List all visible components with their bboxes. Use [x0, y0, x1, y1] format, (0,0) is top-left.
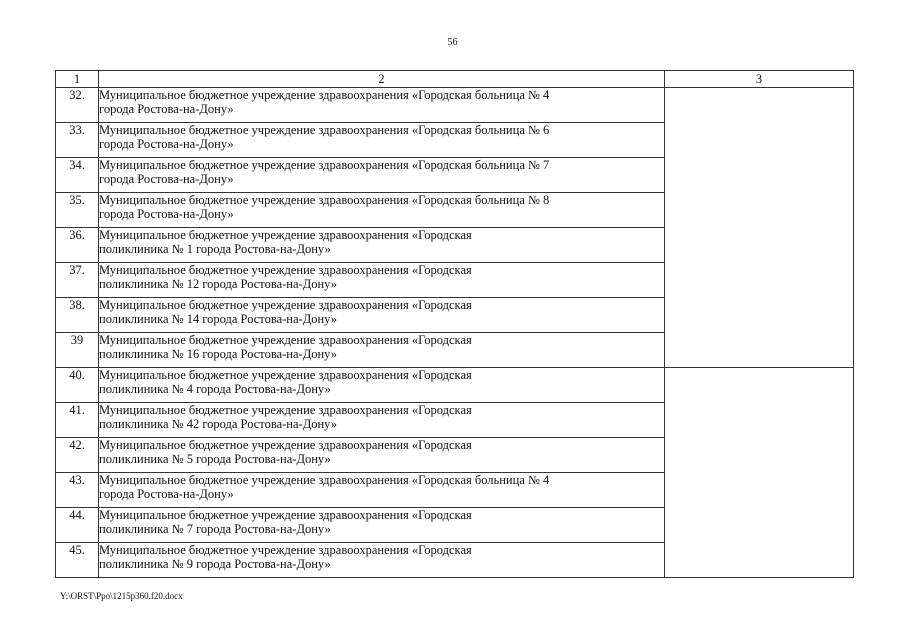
file-path-footer: Y:\ORST\Ppo\1215p360.f20.docx [60, 591, 183, 601]
column-header-1: 1 [56, 71, 99, 88]
name-line: города Ростова-на-Дону» [99, 137, 234, 151]
column-3-cell [665, 88, 854, 368]
institution-name [99, 368, 665, 403]
row-number: 45. [56, 543, 99, 578]
name-line: поликлиника № 4 города Ростова-на-Дону» [99, 382, 331, 396]
row-number: 35. [56, 193, 99, 228]
name-line: Муниципальное бюджетное учреждение здравоохранения «Городская [99, 228, 472, 242]
name-line: поликлиника № 9 города Ростова-на-Дону» [99, 557, 331, 571]
row-number: 38. [56, 298, 99, 333]
institution-name [99, 473, 665, 508]
column-header-2: 2 [99, 71, 665, 88]
name-line: поликлиника № 16 города Ростова-на-Дону» [99, 347, 337, 361]
row-number: 43. [56, 473, 99, 508]
page-number: 56 [447, 37, 458, 48]
name-line: поликлиника № 5 города Ростова-на-Дону» [99, 452, 331, 466]
name-line: города Ростова-на-Дону» [99, 102, 234, 116]
table-row [56, 368, 854, 403]
institution-name [99, 543, 665, 578]
row-number: 41. [56, 403, 99, 438]
name-line: города Ростова-на-Дону» [99, 487, 234, 501]
name-line: поликлиника № 12 города Ростова-на-Дону» [99, 277, 337, 291]
name-line: Муниципальное бюджетное учреждение здравоохранения «Городская [99, 508, 472, 522]
name-line: Муниципальное бюджетное учреждение здравоохранения «Городская [99, 298, 472, 312]
institution-name [99, 158, 665, 193]
name-line: Муниципальное бюджетное учреждение здравоохранения «Городская больница № 4 [99, 473, 550, 487]
name-line: поликлиника № 7 города Ростова-на-Дону» [99, 522, 331, 536]
institution-name [99, 508, 665, 543]
table-row [56, 88, 854, 123]
row-number: 42. [56, 438, 99, 473]
name-line: города Ростова-на-Дону» [99, 207, 234, 221]
row-number: 33. [56, 123, 99, 158]
name-line: города Ростова-на-Дону» [99, 172, 234, 186]
row-number: 32. [56, 88, 99, 123]
institution-name [99, 438, 665, 473]
column-3-cell [665, 368, 854, 578]
name-line: Муниципальное бюджетное учреждение здравоохранения «Городская больница № 6 [99, 123, 550, 137]
name-line: Муниципальное бюджетное учреждение здравоохранения «Городская [99, 403, 472, 417]
name-line: Муниципальное бюджетное учреждение здравоохранения «Городская больница № 8 [99, 193, 550, 207]
table-header-row [56, 71, 854, 88]
name-line: Муниципальное бюджетное учреждение здравоохранения «Городская больница № 4 [99, 88, 550, 102]
row-number: 40. [56, 368, 99, 403]
institution-name [99, 228, 665, 263]
column-header-3: 3 [665, 71, 854, 88]
row-number: 39 [56, 333, 99, 368]
row-number: 44. [56, 508, 99, 543]
name-line: Муниципальное бюджетное учреждение здравоохранения «Городская [99, 543, 472, 557]
institution-name [99, 123, 665, 158]
institution-name [99, 88, 665, 123]
name-line: Муниципальное бюджетное учреждение здравоохранения «Городская [99, 368, 472, 382]
institution-name [99, 298, 665, 333]
institution-name [99, 403, 665, 438]
name-line: поликлиника № 1 города Ростова-на-Дону» [99, 242, 331, 256]
row-number: 37. [56, 263, 99, 298]
name-line: Муниципальное бюджетное учреждение здравоохранения «Городская [99, 263, 472, 277]
row-number: 36. [56, 228, 99, 263]
row-number: 34. [56, 158, 99, 193]
document-table [55, 70, 854, 578]
name-line: Муниципальное бюджетное учреждение здравоохранения «Городская [99, 333, 472, 347]
name-line: Муниципальное бюджетное учреждение здравоохранения «Городская больница № 7 [99, 158, 550, 172]
institution-name [99, 193, 665, 228]
name-line: поликлиника № 42 города Ростова-на-Дону» [99, 417, 337, 431]
institution-name [99, 333, 665, 368]
institution-name [99, 263, 665, 298]
name-line: поликлиника № 14 города Ростова-на-Дону» [99, 312, 337, 326]
name-line: Муниципальное бюджетное учреждение здравоохранения «Городская [99, 438, 472, 452]
